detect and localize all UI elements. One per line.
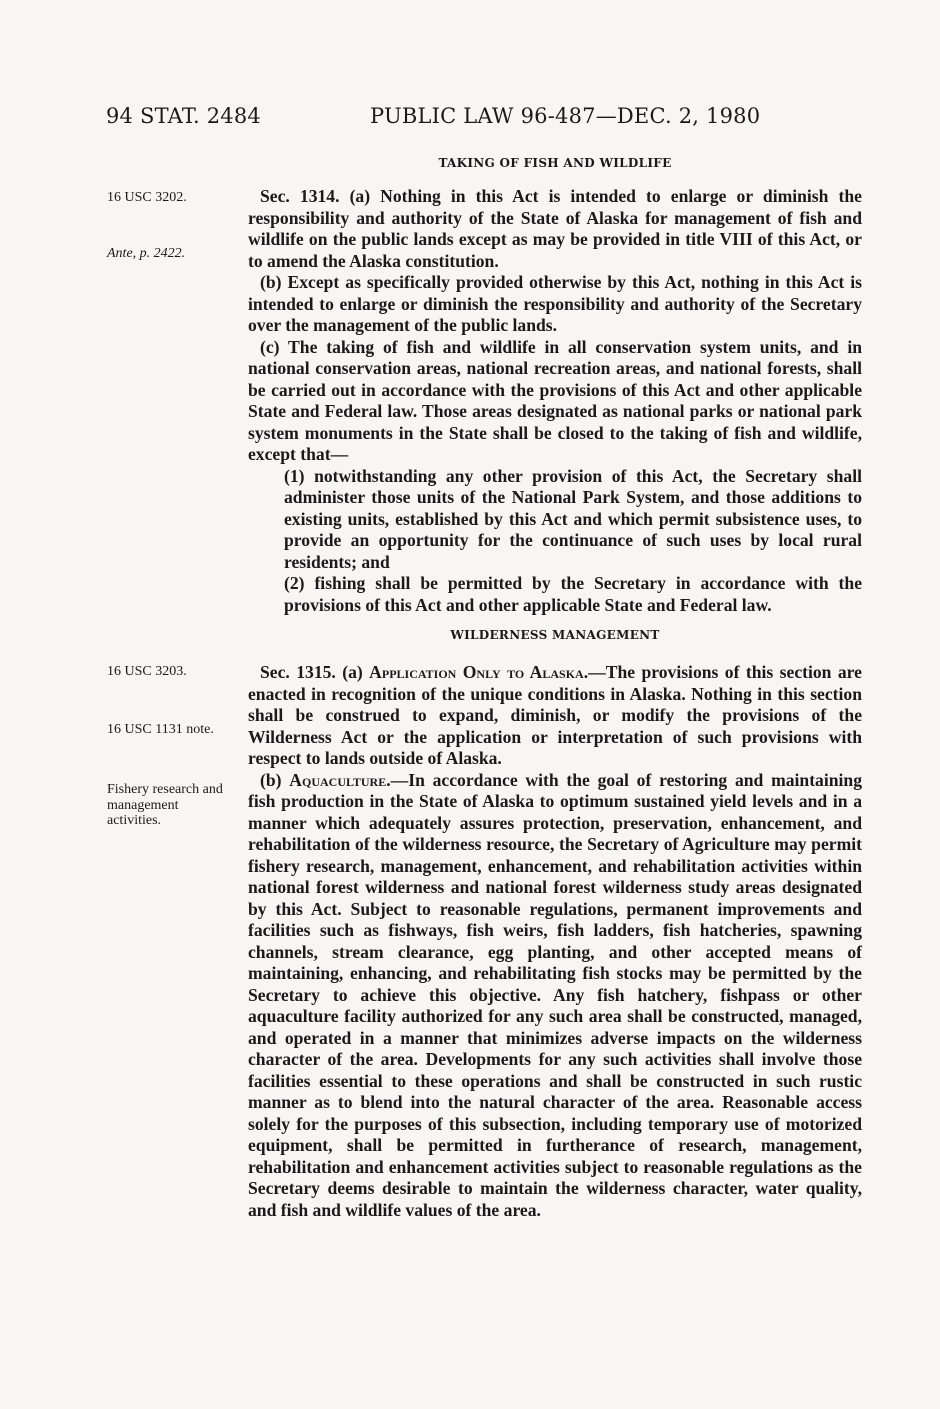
margin-note-usc-3202: 16 USC 3202. <box>107 190 187 205</box>
paragraph-1315-b-text: —In accordance with the goal of restoring and maintaining fish production in the State of Alaska to optimum sustained yield levels and in a manner which adequately assures protection, preservation, enhancement, and rehabilitation of the wilderness resource, the Secretary of Agriculture may permit fishery research, management, enhancement, and rehabilitation activities within national forest wilderness and national forest wilderness study areas designated by this Act. Subject to reasonable regulations, permanent improvements and facilities such as fishways, fish weirs, fish ladders, fish hatcheries, spawning channels, stream clearance, egg planting, and other accepted means of maintaining, enhancing, and rehabilitating fish stocks may be permitted by the Secretary to achieve this objective. Any fish hatchery, fishpass or other aquaculture facility authorized for any such area shall be constructed, managed, and operated in a manner that minimizes adverse impacts on the wilderness character of the area. Developments for any such activities shall involve those facilities essential to these operations and shall be constructed in such rustic manner as to blend into the natural character of the area. Reasonable access solely for the purposes of this subsection, including temporary use of motorized equipment, shall be permitted in furtherance of research, management, rehabilitation and enhancement activities subject to reasonable regulations as the Secretary deems desirable to maintain the wilderness character, water quality, and fish and wildlife values of the area. <box>248 769 862 1220</box>
paragraph-1314-c-1: (1) notwithstanding any other provision of this Act, the Secretary shall administer those units of the National Park System, and those additions to existing units, established by this Act and which permit subsistence uses, to provide an opportunity for the continuance of such uses by local rural residents; and <box>284 465 862 572</box>
paragraph-1315-a-lead: Sec. 1315. (a) <box>260 662 370 682</box>
paragraph-1315-b-lead: (b) <box>260 769 290 790</box>
caption-aquaculture: Aquaculture. <box>289 769 391 790</box>
section-heading-wilderness: WILDERNESS MANAGEMENT <box>450 628 660 642</box>
page-header <box>0 104 940 138</box>
margin-note-usc-3203: 16 USC 3203. <box>107 664 187 679</box>
paragraph-1315-a-text: —The provisions of this section are enacted in recognition of the unique conditions in Alaska. Nothing in this section shall be construed to expand, diminish, or modify the provisions of the Wilderness Act or the application or interpretation of such provisions with respect to lands outside of Alaska. <box>248 662 862 768</box>
paragraph-1314-c-2: (2) fishing shall be permitted by the Secretary in accordance with the provisions of this Act and other applicable State and Federal law. <box>284 573 862 615</box>
public-law-title: PUBLIC LAW 96-487—DEC. 2, 1980 <box>370 104 761 128</box>
caption-application-only-to-alaska: Application Only to Alaska. <box>369 662 589 682</box>
margin-note-ante-page: Ante, p. 2422. <box>107 246 186 261</box>
section-heading-taking-fish: TAKING OF FISH AND WILDLIFE <box>438 156 672 170</box>
margin-note-fishery-research: Fishery research and management activities. <box>107 782 223 828</box>
margin-note-usc-1131: 16 USC 1131 note. <box>107 722 214 737</box>
paragraph-1314-c: (c) The taking of fish and wildlife in all conservation system units, and in national conservation areas, national recreation areas, and national forests, shall be carried out in accordance with the provisions of this Act and other applicable State and Federal law. Those areas designated as national parks or national park system monuments in the State shall be closed to the taking of fish and wildlife, except that— <box>248 336 862 464</box>
section-1315-body <box>248 662 862 1221</box>
paragraph-1314-b: (b) Except as specifically provided otherwise by this Act, nothing in this Act is intended to enlarge or diminish the responsibility and authority of the Secretary over the management of the public lands. <box>248 272 862 335</box>
statute-page-number: 94 STAT. 2484 <box>106 104 261 128</box>
section-1314-body <box>248 186 862 616</box>
paragraph-1315-b <box>248 770 862 1222</box>
paragraph-1314-a: Sec. 1314. (a) Nothing in this Act is intended to enlarge or diminish the responsibility and authority of the State of Alaska for management of fish and wildlife on the public lands except as may be provided in title VIII of this Act, or to amend the Alaska constitution. <box>248 186 862 271</box>
paragraph-1315-a <box>248 662 862 770</box>
